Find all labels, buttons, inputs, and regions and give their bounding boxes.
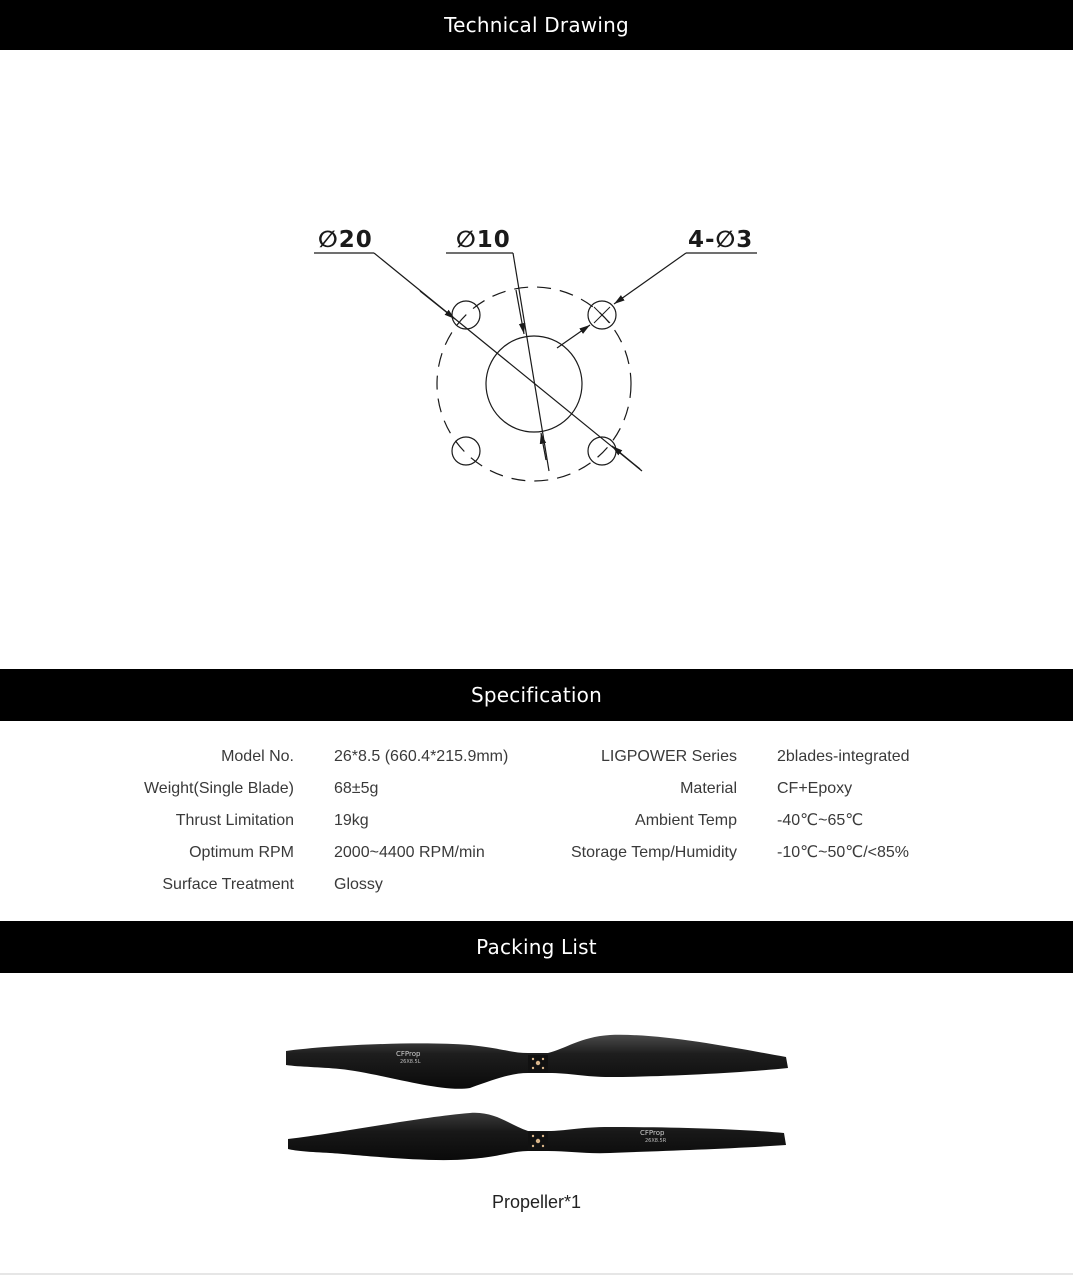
spec-label: Material xyxy=(680,780,737,797)
hub-hole xyxy=(542,1067,544,1069)
section-title: Technical Drawing xyxy=(444,13,629,37)
packing-list xyxy=(0,973,1073,1280)
mounting-hole xyxy=(588,437,616,465)
spec-value: -10℃~50℃/<85% xyxy=(777,844,910,861)
spec-row xyxy=(0,873,1073,897)
arrow-holes-inner xyxy=(557,325,590,348)
section-title: Specification xyxy=(470,683,602,707)
callout-outer-diameter: ∅20 xyxy=(318,227,373,253)
spec-label: Weight(Single Blade) xyxy=(143,780,294,797)
section-header-packing-list xyxy=(0,921,1073,973)
spec-row xyxy=(0,841,1073,865)
leader-line-outer xyxy=(374,253,642,471)
blade-brand-top: CFProp xyxy=(396,1050,421,1058)
spec-value: -40℃~65℃ xyxy=(777,812,864,829)
section-title: Packing List xyxy=(476,935,597,959)
propeller-bottom xyxy=(288,1113,786,1160)
technical-drawing xyxy=(0,50,1073,669)
packing-item-caption: Propeller*1 xyxy=(491,1192,582,1212)
callout-hole-diameter: 4-∅3 xyxy=(688,227,754,253)
center-bore xyxy=(486,336,582,432)
spec-label: Optimum RPM xyxy=(189,844,294,861)
spec-label: Surface Treatment xyxy=(162,876,294,893)
section-header-specification xyxy=(0,669,1073,721)
spec-value: 2000~4400 RPM/min xyxy=(334,844,485,861)
bottom-divider xyxy=(0,1273,1073,1275)
hub-hole xyxy=(536,1139,540,1143)
hub-hole xyxy=(542,1145,544,1147)
drawing-svg xyxy=(0,50,1073,669)
mounting-hole xyxy=(452,437,480,465)
spec-value: 26*8.5 (660.4*215.9mm) xyxy=(334,748,509,765)
blade-brand-bottom: CFProp xyxy=(640,1129,665,1137)
callout-inner-diameter: ∅10 xyxy=(456,227,511,253)
hub-hole xyxy=(542,1058,544,1060)
hub-hole xyxy=(532,1067,534,1069)
blade-code-bottom: 26X8.5R xyxy=(645,1138,667,1144)
spec-row xyxy=(0,777,1073,801)
spec-label: LIGPOWER Series xyxy=(600,748,737,765)
hub-hole xyxy=(542,1135,544,1137)
spec-row xyxy=(0,809,1073,833)
spec-row xyxy=(0,745,1073,769)
section-header-technical-drawing xyxy=(0,0,1073,50)
blade-code-top: 26X8.5L xyxy=(400,1059,421,1065)
bolt-circle xyxy=(437,287,631,481)
spec-label: Model No. xyxy=(221,748,294,765)
spec-value: 2blades-integrated xyxy=(777,748,910,765)
spec-value: Glossy xyxy=(334,876,383,893)
hub-hole xyxy=(532,1135,534,1137)
arrow-outer-a xyxy=(420,291,455,319)
spec-label: Thrust Limitation xyxy=(175,812,294,829)
spec-value: 19kg xyxy=(334,812,369,829)
propeller-top xyxy=(286,1035,788,1089)
spec-label: Ambient Temp xyxy=(635,812,737,829)
hub-hole xyxy=(536,1061,540,1065)
leader-line-inner xyxy=(513,253,549,471)
spec-label: Storage Temp/Humidity xyxy=(571,844,737,861)
hub-hole xyxy=(532,1058,534,1060)
arrow-outer-b xyxy=(612,446,640,469)
leader-line-holes xyxy=(614,253,686,304)
spec-value: CF+Epoxy xyxy=(777,780,853,797)
propeller-image xyxy=(0,973,1073,1183)
spec-value: 68±5g xyxy=(334,780,379,797)
hub-hole xyxy=(532,1145,534,1147)
